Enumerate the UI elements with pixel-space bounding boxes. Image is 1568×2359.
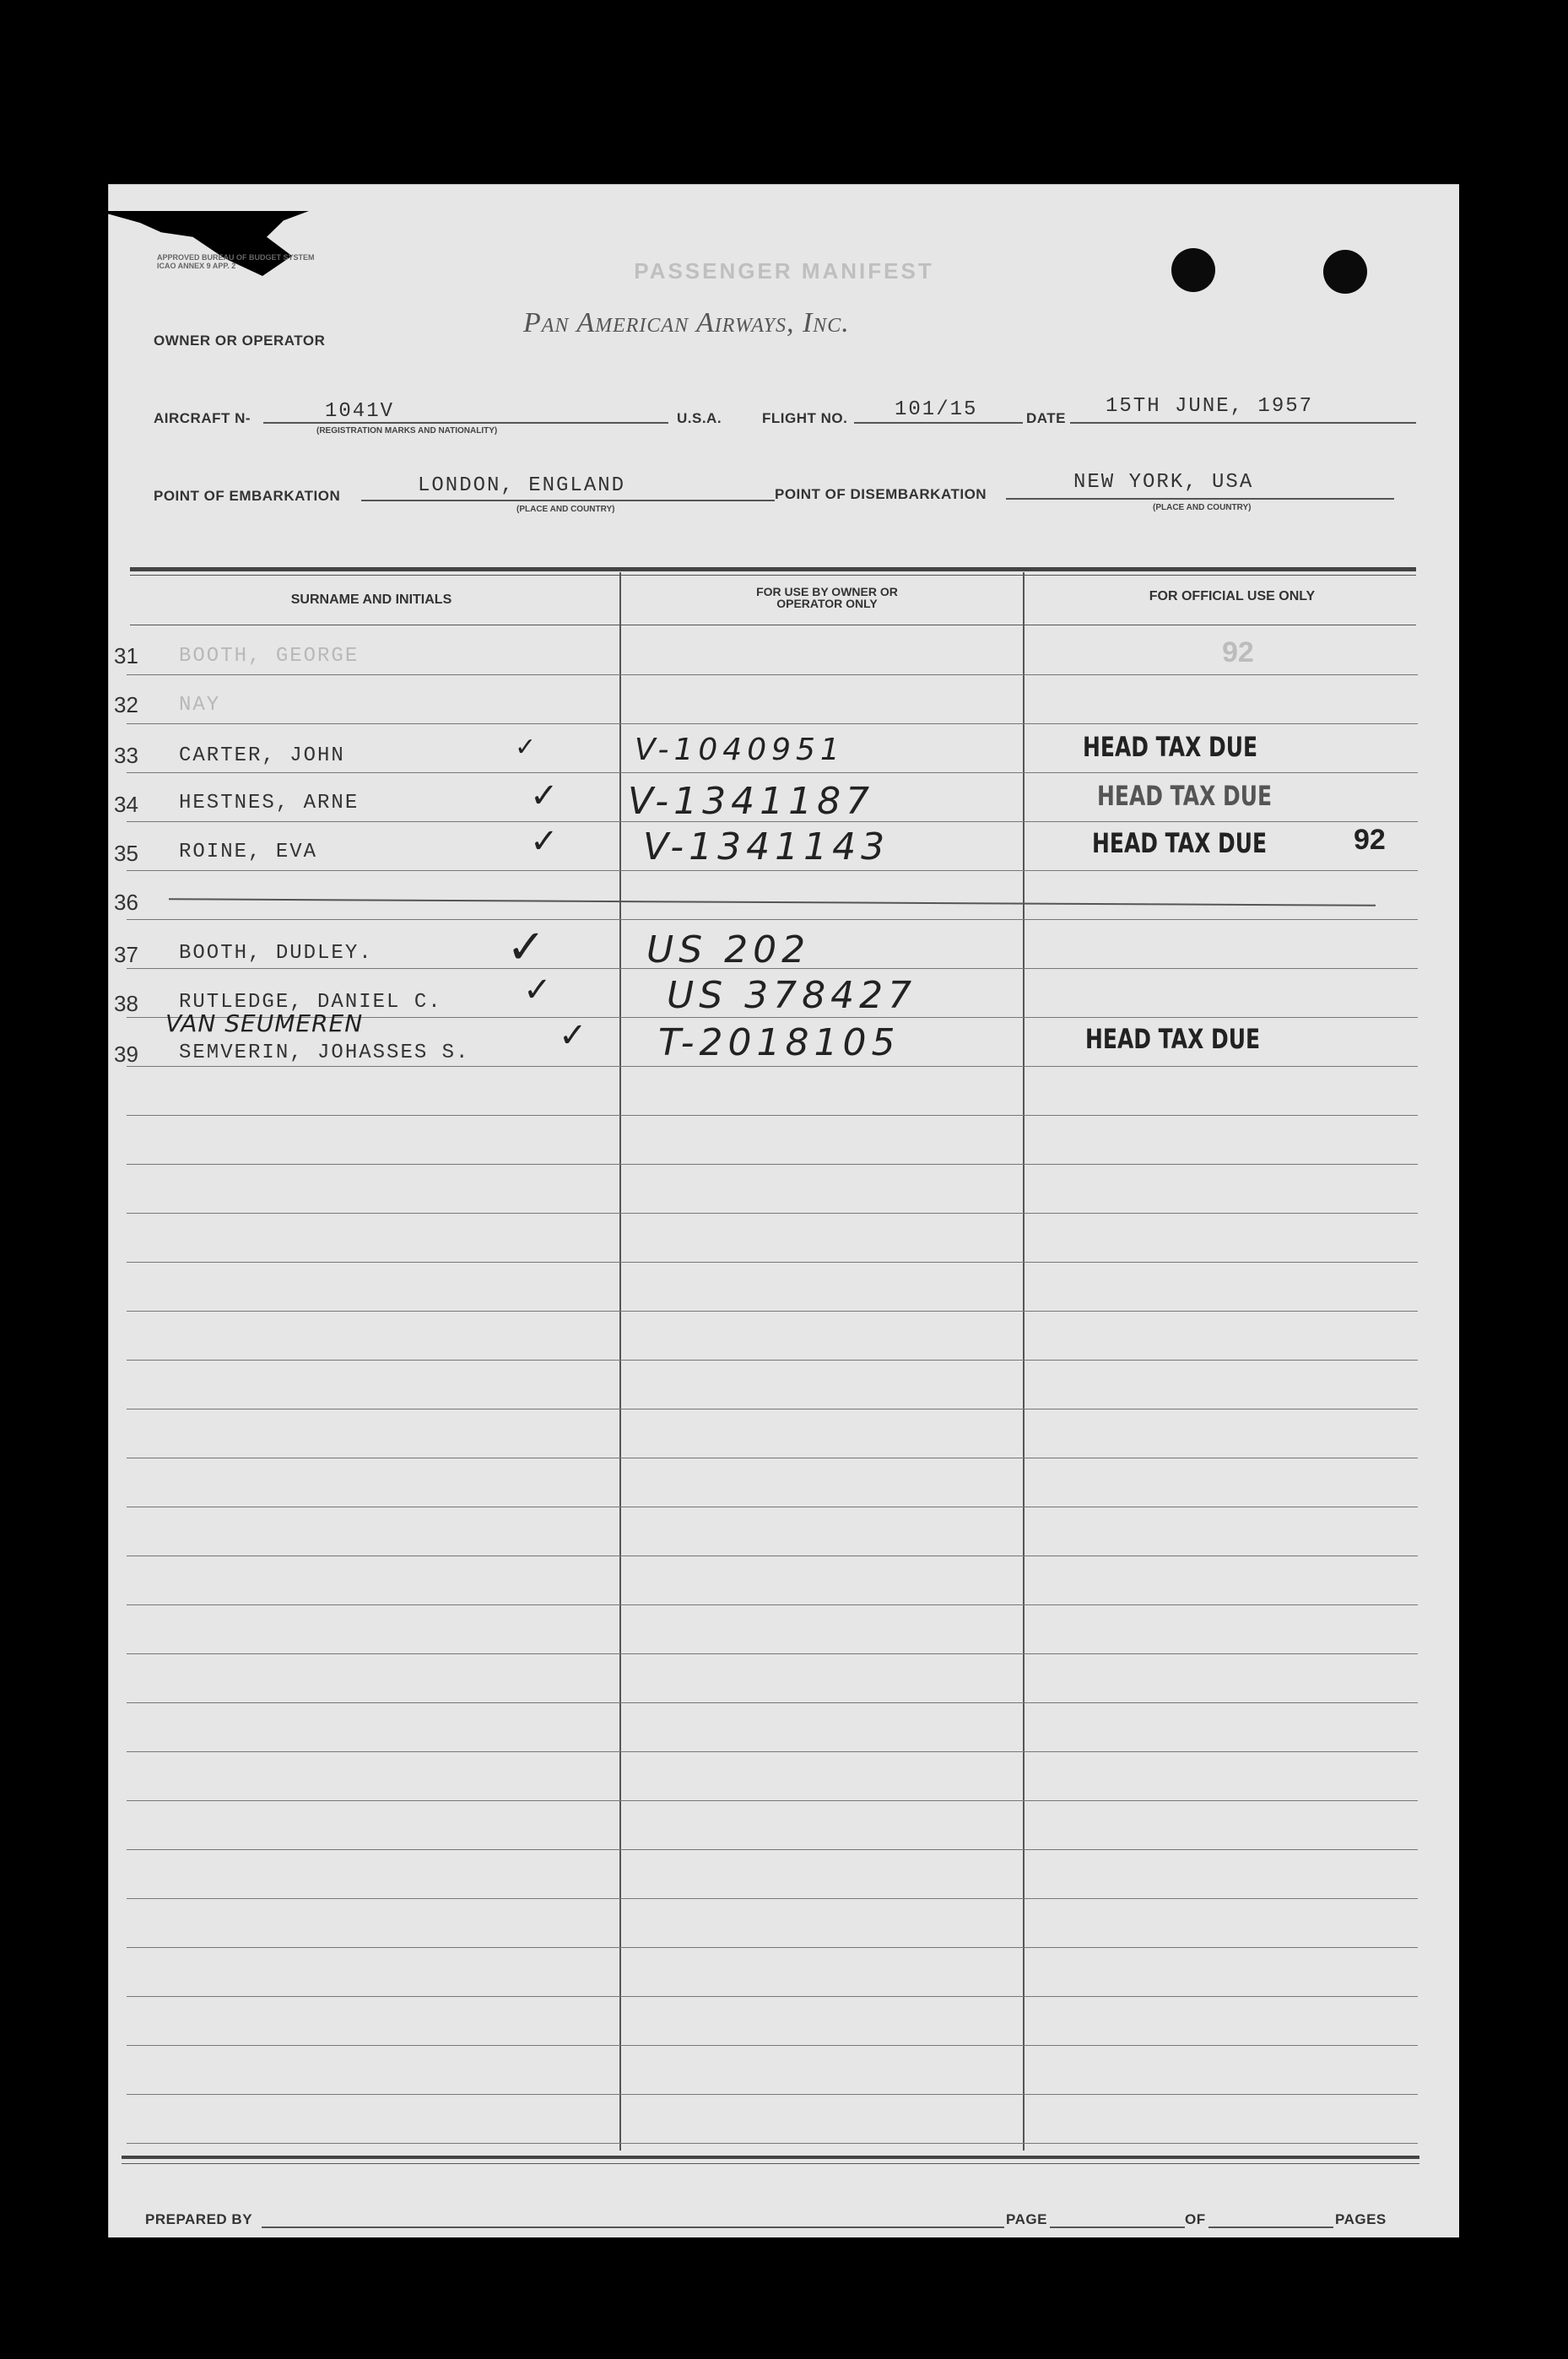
embark-sub: (PLACE AND COUNTRY) [516,505,615,514]
passenger-name: HESTNES, ARNE [179,792,360,814]
date-label: DATE [1026,410,1067,426]
ruled-line [127,1702,1418,1703]
table-top-rule [130,567,1416,571]
document-number: US 378427 [667,974,917,1017]
bottom-rule [122,2156,1419,2159]
passenger-name: BOOTH, GEORGE [179,645,360,668]
flight-underline [854,422,1023,424]
prepared-by-line [262,2226,1004,2228]
aircraft-value: 1041V [325,400,395,423]
row-number: 38 [114,991,138,1016]
passenger-name: ROINE, EVA [179,841,318,863]
ruled-line [127,2045,1418,2046]
document-number: V-1040951 [635,733,845,767]
ruled-line [127,1311,1418,1312]
aircraft-underline [263,422,668,424]
embark-value: LONDON, ENGLAND [418,474,626,497]
row-number: 31 [114,643,138,668]
ruled-line [127,1604,1418,1605]
ruled-line [127,1213,1418,1214]
check-mark: ✓ [523,971,552,1009]
row-number: 36 [114,890,138,915]
ruled-line [127,1898,1418,1899]
disembark-sub: (PLACE AND COUNTRY) [1153,503,1252,512]
check-mark: ✓ [506,920,546,975]
company-name: Pan American Airways, Inc. [523,307,850,338]
prepared-by-label: PREPARED BY [145,2211,253,2227]
document-number: V-1341187 [628,780,875,823]
pages-label: PAGES [1335,2211,1387,2227]
passenger-name: NAY [179,694,221,717]
handwritten-correction: VAN SEUMEREN [165,1009,364,1037]
flight-value: 101/15 [895,398,978,421]
ruled-line [127,870,1418,871]
usa-label: U.S.A. [677,410,722,426]
passenger-name: BOOTH, DUDLEY. [179,942,373,965]
column-header-official: FOR OFFICIAL USE ONLY [1149,589,1316,603]
aircraft-label: AIRCRAFT N- [154,410,251,426]
check-mark: ✓ [530,822,559,861]
official-number: 92 [1354,824,1386,856]
ruled-line [127,1164,1418,1165]
disembark-value: NEW YORK, USA [1073,471,1254,494]
column-header-owner: FOR USE BY OWNER OR OPERATOR ONLY [756,585,898,610]
official-note: HEAD TAX DUE [1083,731,1258,763]
approval-note: APPROVED BUREAU OF BUDGET SYSTEM ICAO ANNEX 9 APP. 2 [157,253,315,270]
ruled-line [127,1066,1418,1067]
ruled-line [127,1849,1418,1850]
row-number: 35 [114,841,138,866]
check-mark: ✓ [530,776,559,815]
ruled-line [127,1751,1418,1752]
disembark-underline [1006,498,1394,500]
disembark-label: POINT OF DISEMBARKATION [775,486,987,502]
column-header-surname: SURNAME AND INITIALS [290,592,452,607]
ruled-line [127,2143,1418,2144]
of-label: OF [1185,2211,1206,2227]
ruled-line [127,674,1418,675]
ruled-line [127,919,1418,920]
date-underline [1070,422,1416,424]
check-mark: ✓ [515,733,537,762]
flight-label: FLIGHT NO. [762,410,848,426]
page-label: PAGE [1006,2211,1047,2227]
row-number: 33 [114,743,138,768]
row-number: 32 [114,692,138,717]
passenger-name: RUTLEDGE, DANIEL C. [179,991,442,1014]
ruled-line [127,1947,1418,1948]
of-line [1208,2226,1333,2228]
embark-label: POINT OF EMBARKATION [154,488,341,504]
owner-label: OWNER OR OPERATOR [154,333,326,349]
aircraft-sub: (REGISTRATION MARKS AND NATIONALITY) [316,426,498,436]
ruled-line [127,2094,1418,2095]
ruled-line [127,1262,1418,1263]
document-number: US 202 [646,928,811,971]
document-number: T-2018105 [658,1021,900,1064]
official-number-faded: 92 [1222,636,1254,668]
bottom-rule-2 [122,2163,1419,2164]
ruled-line [127,1996,1418,1997]
table-top-rule-2 [130,575,1416,576]
page-line [1050,2226,1185,2228]
column-divider-1 [619,572,621,2151]
document-number: V-1341143 [643,825,890,868]
passenger-name: CARTER, JOHN [179,744,345,767]
row-number: 39 [114,1042,138,1067]
passenger-name: SEMVERIN, JOHASSES S. [179,1042,470,1064]
column-divider-2 [1023,572,1025,2151]
ruled-line [127,1653,1418,1654]
row-number: 37 [114,942,138,967]
official-note: HEAD TAX DUE [1085,1023,1261,1055]
row-number: 34 [114,792,138,817]
form-title: PASSENGER MANIFEST [634,258,934,284]
ruled-line [127,1800,1418,1801]
ruled-line [127,772,1418,773]
embark-underline [361,500,775,501]
official-note: HEAD TAX DUE [1092,827,1268,859]
official-note: HEAD TAX DUE [1097,780,1273,812]
ruled-line [127,723,1418,724]
ruled-line [127,1360,1418,1361]
ruled-line [127,1115,1418,1116]
check-mark: ✓ [559,1016,587,1055]
date-value: 15TH JUNE, 1957 [1106,395,1314,418]
